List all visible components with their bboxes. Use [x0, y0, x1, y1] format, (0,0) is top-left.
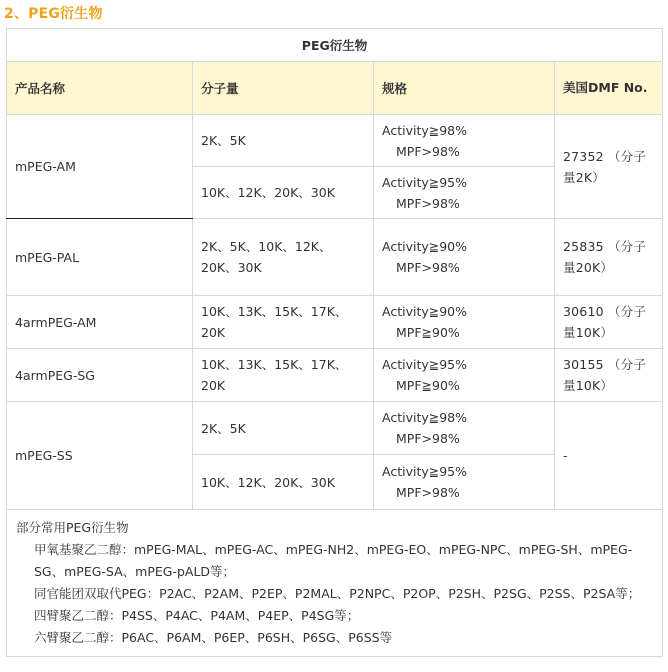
- mw-cell: 2K、5K: [193, 402, 374, 455]
- spec-cell: [374, 219, 555, 296]
- spec-mpf: MPF≧90%: [396, 325, 460, 340]
- mw-cell: 2K、5K、10K、12K、20K、30K: [193, 219, 374, 296]
- table-row: [7, 349, 663, 402]
- dmf-cell: -: [555, 402, 663, 510]
- product-name-cell: 4armPEG-SG: [7, 349, 193, 402]
- header-product-name: 产品名称: [7, 62, 193, 115]
- spec-mpf: MPF>98%: [396, 143, 460, 159]
- header-molecular-weight: 分子量: [193, 62, 374, 115]
- product-name-cell: mPEG-SS: [7, 402, 193, 510]
- spec-cell: [374, 167, 555, 219]
- spec-activity: Activity≧98%: [382, 122, 468, 138]
- spec-cell: [374, 115, 555, 167]
- spec-cell: [374, 296, 555, 349]
- table-title: PEG衍生物: [7, 29, 663, 62]
- table-row: [7, 296, 663, 349]
- table-row: [7, 402, 663, 455]
- spec-mpf: MPF≧90%: [396, 378, 460, 393]
- spec-activity: Activity≧95%: [382, 464, 468, 479]
- notes-cell: [7, 510, 663, 657]
- spec-mpf: MPF>98%: [396, 485, 460, 500]
- notes-line: 甲氧基聚乙二醇：mPEG-MAL、mPEG-AC、mPEG-NH2、mPEG-EO、mPEG-NPC、mPEG-SH、mPEG-SG、mPEG-SA、mPEG-pALD等；: [34, 542, 633, 579]
- notes-line: 四臂聚乙二醇：P4SS、P4AC、P4AM、P4EP、P4SG等；: [34, 608, 360, 623]
- product-name-cell: mPEG-PAL: [7, 219, 193, 296]
- header-spec: 规格: [374, 62, 555, 115]
- notes-line: 六臂聚乙二醇：P6AC、P6AM、P6EP、P6SH、P6SG、P6SS等: [34, 630, 393, 645]
- peg-derivatives-table: [6, 28, 663, 657]
- table-header-row: [7, 62, 663, 115]
- spec-activity: Activity≧95%: [382, 174, 468, 190]
- notes-title: 部分常用PEG衍生物: [16, 520, 129, 535]
- spec-cell: [374, 349, 555, 402]
- spec-activity: Activity≧98%: [382, 410, 468, 425]
- dmf-cell: 27352 （分子量2K）: [555, 115, 663, 219]
- mw-cell: 10K、12K、20K、30K: [193, 455, 374, 510]
- dmf-cell: 30610 （分子量10K）: [555, 296, 663, 349]
- spec-mpf: MPF>98%: [396, 195, 460, 211]
- notes-row: [7, 510, 663, 657]
- spec-cell: [374, 402, 555, 455]
- spec-cell: [374, 455, 555, 510]
- mw-cell: 10K、13K、15K、17K、20K: [193, 296, 374, 349]
- header-dmf: 美国DMF No.: [555, 62, 663, 115]
- product-name-cell: mPEG-AM: [7, 115, 193, 219]
- table-row: [7, 115, 663, 167]
- product-name-cell: 4armPEG-AM: [7, 296, 193, 349]
- mw-cell: 10K、13K、15K、17K、20K: [193, 349, 374, 402]
- spec-activity: Activity≧90%: [382, 239, 468, 254]
- dmf-cell: 30155 （分子量10K）: [555, 349, 663, 402]
- mw-cell: 2K、5K: [193, 115, 374, 167]
- spec-mpf: MPF>98%: [396, 260, 460, 275]
- dmf-cell: 25835 （分子量20K）: [555, 219, 663, 296]
- mw-cell: 10K、12K、20K、30K: [193, 167, 374, 219]
- table-title-row: [7, 29, 663, 62]
- spec-activity: Activity≧90%: [382, 304, 468, 319]
- spec-activity: Activity≧95%: [382, 357, 468, 372]
- notes-line: 同官能团双取代PEG：P2AC、P2AM、P2EP、P2MAL、P2NPC、P2OP、P2SH、P2SG、P2SS、P2SA等；: [34, 586, 641, 601]
- section-heading: 2、PEG衍生物: [4, 6, 103, 22]
- table-row: [7, 219, 663, 296]
- spec-mpf: MPF>98%: [396, 431, 460, 446]
